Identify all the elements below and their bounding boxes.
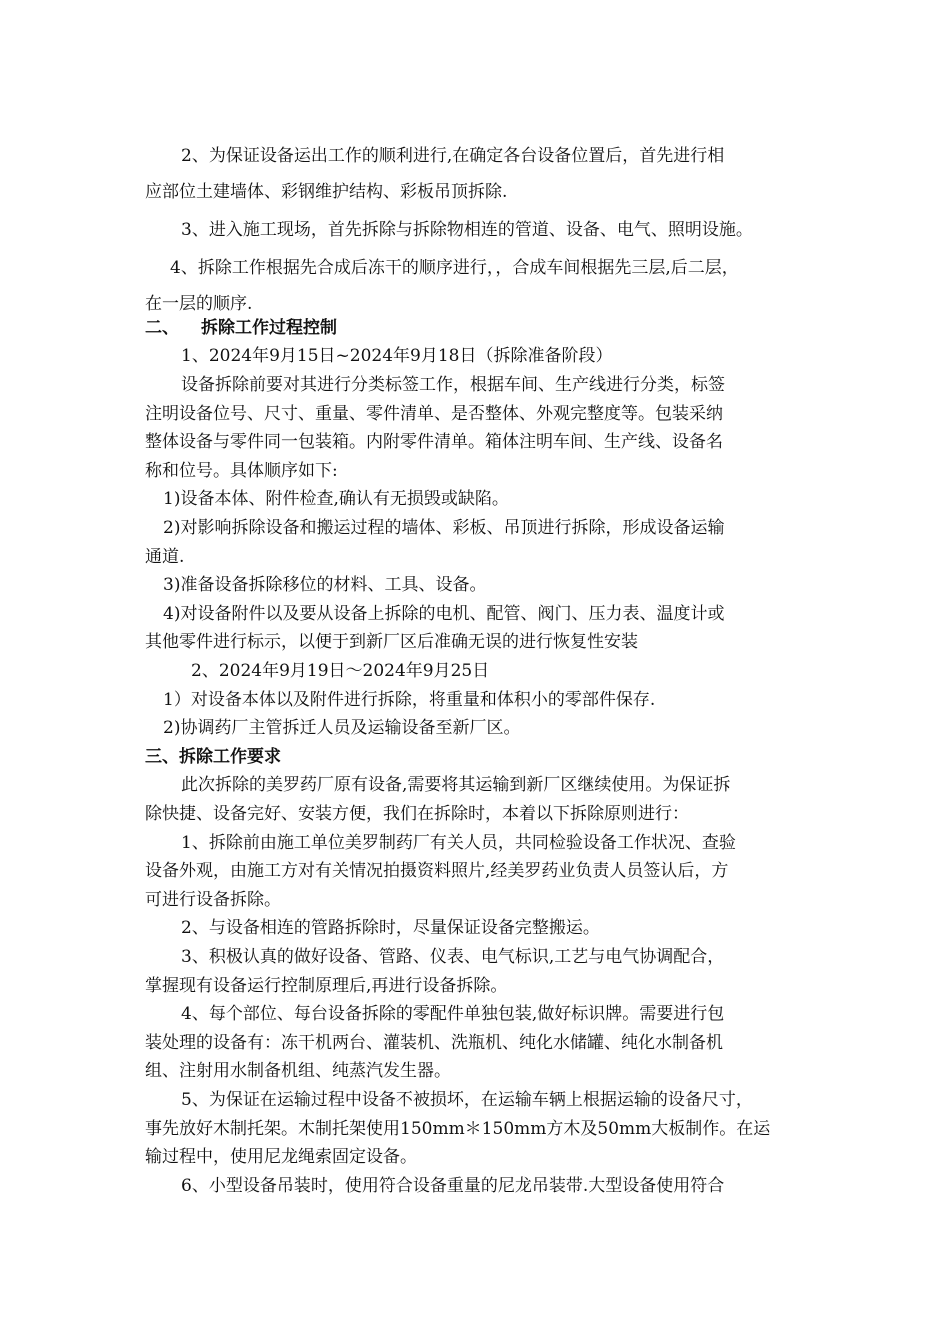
phase-1-para-line: 设备拆除前要对其进行分类标签工作，根据车间、生产线进行分类，标签 xyxy=(181,375,725,395)
phase-2-item: 2)协调药厂主管拆迁人员及运输设备至新厂区。 xyxy=(163,718,521,738)
section-2-title: 拆除工作过程控制 xyxy=(201,318,337,338)
section-3-line: 此次拆除的美罗药厂原有设备,需要将其运输到新厂区继续使用。为保证拆 xyxy=(181,775,731,795)
section-3-line: 3、积极认真的做好设备、管路、仪表、电气标识,工艺与电气协调配合， xyxy=(181,947,725,967)
section-3-line: 事先放好木制托架。木制托架使用150mm＊150mm方木及50mm大板制作。在运 xyxy=(145,1119,771,1139)
section-3-line: 2、与设备相连的管路拆除时，尽量保证设备完整搬运。 xyxy=(181,918,600,938)
phase-1-item: 其他零件进行标示，以便于到新厂区后准确无误的进行恢复性安装 xyxy=(145,632,638,652)
section-3-line: 5、为保证在运输过程中设备不被损坏，在运输车辆上根据运输的设备尺寸， xyxy=(181,1090,753,1110)
phase-1-para-line: 称和位号。具体顺序如下: xyxy=(145,461,338,481)
section-3-line: 可进行设备拆除。 xyxy=(145,890,281,910)
phase-1-item: 4)对设备附件以及要从设备上拆除的电机、配管、阀门、压力表、温度计或 xyxy=(163,604,725,624)
phase-1-item: 通道. xyxy=(145,547,185,567)
phase-1-item: 1)设备本体、附件检查,确认有无损毁或缺陷。 xyxy=(163,489,509,509)
phase-1-para-line: 注明设备位号、尺寸、重量、零件清单、是否整体、外观完整度等。包装采纳 xyxy=(145,404,723,424)
section-3-line: 6、小型设备吊装时，使用符合设备重量的尼龙吊装带.大型设备使用符合 xyxy=(181,1176,725,1196)
phase-1-item: 2)对影响拆除设备和搬运过程的墙体、彩板、吊顶进行拆除，形成设备运输 xyxy=(163,518,725,538)
phase-1-title: 1、2024年9月15日~2024年9月18日（拆除准备阶段） xyxy=(181,346,613,366)
paragraph-2-line-1: 2、为保证设备运出工作的顺利进行,在确定各台设备位置后，首先进行相 xyxy=(181,146,725,166)
section-3-line: 装处理的设备有：冻干机两台、灌装机、洗瓶机、纯化水储罐、纯化水制备机 xyxy=(145,1033,723,1053)
section-3-line: 设备外观，由施工方对有关情况拍摄资料照片,经美罗药业负责人员签认后，方 xyxy=(145,861,729,881)
paragraph-4-line-1: 4、拆除工作根据先合成后冻干的顺序进行，，合成车间根据先三层,后二层， xyxy=(170,258,739,278)
section-3-line: 除快捷、设备完好、安装方便，我们在拆除时，本着以下拆除原则进行： xyxy=(145,804,689,824)
paragraph-4-line-2: 在一层的顺序. xyxy=(145,294,253,314)
section-2-number: 二、 xyxy=(145,318,179,338)
paragraph-3: 3、进入施工现场，首先拆除与拆除物相连的管道、设备、电气、照明设施。 xyxy=(181,220,753,240)
phase-2-title: 2、2024年9月19日～2024年9月25日 xyxy=(191,661,490,681)
section-3-line: 掌握现有设备运行控制原理后,再进行设备拆除。 xyxy=(145,976,508,996)
section-3-line: 输过程中，使用尼龙绳索固定设备。 xyxy=(145,1147,417,1167)
phase-2-item: 1）对设备本体以及附件进行拆除，将重量和体积小的零部件保存. xyxy=(163,690,656,710)
phase-1-item: 3)准备设备拆除移位的材料、工具、设备。 xyxy=(163,575,487,595)
section-3-heading: 三、拆除工作要求 xyxy=(145,747,281,767)
section-3-line: 1、拆除前由施工单位美罗制药厂有关人员，共同检验设备工作状况、查验 xyxy=(181,833,736,853)
paragraph-2-line-2: 应部位土建墙体、彩钢维护结构、彩板吊顶拆除. xyxy=(145,182,508,202)
phase-1-para-line: 整体设备与零件同一包装箱。内附零件清单。箱体注明车间、生产线、设备名 xyxy=(145,432,723,452)
section-3-line: 4、每个部位、每台设备拆除的零配件单独包装,做好标识牌。需要进行包 xyxy=(181,1004,725,1024)
section-3-line: 组、注射用水制备机组、纯蒸汽发生器。 xyxy=(145,1061,451,1081)
